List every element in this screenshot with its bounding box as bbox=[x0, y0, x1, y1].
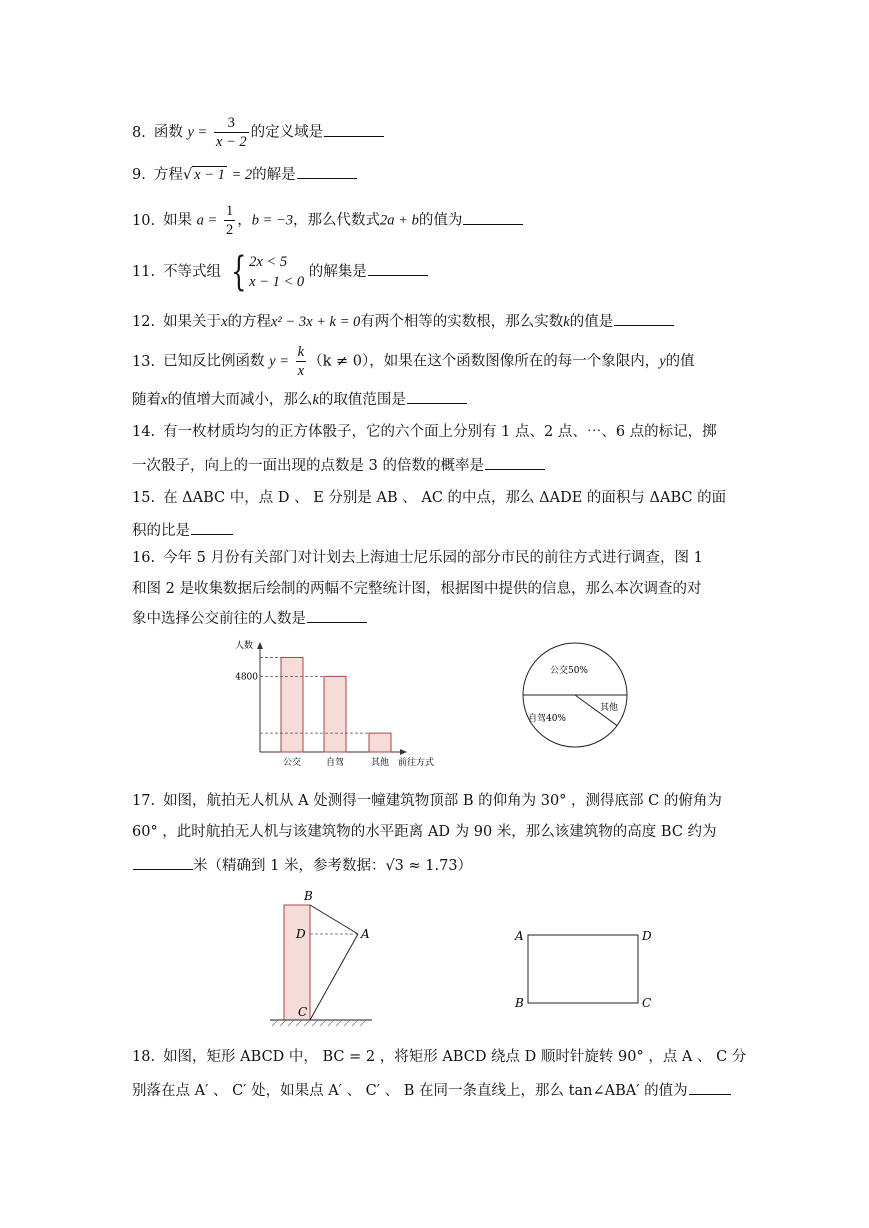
answer-blank[interactable] bbox=[307, 608, 367, 623]
brace-icon: { bbox=[230, 249, 247, 295]
answer-blank[interactable] bbox=[133, 855, 193, 870]
answer-blank[interactable] bbox=[368, 261, 428, 276]
question-10: 10. 如果 a = $\frac{1}{2}$ ，b = −3，那么代数式2a + b的值为 bbox=[132, 202, 742, 239]
slice-label: 自驾40% bbox=[527, 714, 567, 724]
answer-blank[interactable] bbox=[614, 311, 674, 326]
label-B: B bbox=[304, 889, 313, 903]
question-13-line2: 随着x的值增大而减小，那么k的取值范围是 bbox=[132, 389, 742, 410]
label-C: C bbox=[642, 996, 652, 1010]
x-axis-arrow-icon bbox=[400, 749, 407, 755]
question-16-line2: 和图 2 是收集数据后绘制的两幅不完整统计图，根据图中提供的信息，那么本次调查的对 bbox=[132, 581, 702, 597]
label-B: B bbox=[515, 996, 524, 1010]
x-tick-label: 其他 bbox=[370, 758, 390, 768]
answer-blank[interactable] bbox=[297, 164, 357, 179]
rectangle-figure bbox=[510, 925, 660, 1011]
slice-label: 其他 bbox=[599, 703, 619, 713]
question-15-line2: 积的比是 bbox=[132, 520, 742, 541]
answer-blank[interactable] bbox=[689, 1080, 731, 1095]
question-14-line2: 一次骰子，向上的一面出现的点数是 3 的倍数的概率是 bbox=[132, 455, 742, 476]
question-14: 14. 有一枚材质均匀的正方体骰子，它的六个面上分别有 1 点、2 点、⋯、6 点的标记，掷 bbox=[132, 424, 717, 440]
y-axis-arrow-icon bbox=[257, 642, 263, 649]
answer-blank[interactable] bbox=[191, 520, 233, 535]
line-AC bbox=[310, 934, 358, 1020]
question-18-line2: 别落在点 A′ 、 C′ 处，如果点 A′ 、 C′ 、 B 在同一条直线上，那么 tan∠ABA′ 的值为 bbox=[132, 1080, 742, 1101]
answer-blank[interactable] bbox=[324, 122, 384, 137]
bar-chart bbox=[225, 636, 435, 772]
building-figure bbox=[262, 886, 382, 1031]
x-tick-label: 自驾 bbox=[325, 758, 345, 768]
x-tick-label: 公交 bbox=[282, 758, 302, 768]
slice-label: 公交50% bbox=[549, 666, 589, 676]
rectangle-ABCD bbox=[528, 935, 638, 1003]
inequality-system: { 2x < 5 x − 1 < 0 bbox=[230, 249, 305, 295]
label-D: D bbox=[296, 927, 306, 941]
line-AB bbox=[310, 905, 358, 934]
question-13: 13. 已知反比例函数 y = $\frac{k}{x}$ （k ≠ 0），如果在这个函数图像所在的每一个象限内，y的值 bbox=[132, 344, 695, 379]
label-C: C bbox=[298, 1005, 308, 1019]
question-17: 17. 如图，航拍无人机从 A 处测得一幢建筑物顶部 B 的仰角为 30° ，测得底部 C 的俯角为 bbox=[132, 793, 722, 809]
label-A: A bbox=[361, 927, 370, 941]
y-tick-label: 4800 bbox=[235, 672, 258, 683]
bar bbox=[281, 657, 303, 752]
fraction: $\frac{1}{2}$ bbox=[225, 203, 234, 238]
question-16: 16. 今年 5 月份有关部门对计划去上海迪士尼乐园的部分市民的前往方式进行调查，图 1 bbox=[132, 550, 703, 566]
question-15: 15. 在 ΔABC 中，点 D 、 E 分别是 AB 、 AC 的中点，那么 ΔADE 的面积与 ΔABC 的面 bbox=[132, 490, 727, 506]
ground-hatch bbox=[272, 1020, 366, 1026]
question-8: 8. 函数 y = $\frac{3}{x - 2}$ 的定义域是 bbox=[132, 114, 742, 151]
pie-chart bbox=[520, 638, 630, 753]
question-9: 9. 方程√ x − 1 = 2的解是 bbox=[132, 164, 742, 185]
question-17-line2: 60° ，此时航拍无人机与该建筑物的水平距离 AD 为 90 米，那么该建筑物的高度 BC 约为 bbox=[132, 824, 717, 840]
bar bbox=[324, 676, 346, 752]
question-11: 11. 不等式组 { 2x < 5 x − 1 < 0 的解集是 bbox=[132, 252, 742, 292]
question-12: 12. 如果关于x的方程x² − 3x + k = 0有两个相等的实数根，那么实数k的值是 bbox=[132, 311, 742, 332]
answer-blank[interactable] bbox=[463, 210, 523, 225]
answer-blank[interactable] bbox=[485, 455, 545, 470]
fraction: $\frac{k}{x}$ bbox=[297, 344, 305, 379]
radical-sign: √ bbox=[182, 167, 193, 183]
question-17-line3: 米（精确到 1 米，参考数据：√3 ≈ 1.73） bbox=[132, 855, 742, 876]
label-D: D bbox=[642, 929, 652, 943]
question-16-line3: 象中选择公交前往的人数是 bbox=[132, 608, 742, 629]
fraction: $\frac{3}{x - 2}$ bbox=[215, 115, 247, 150]
answer-blank[interactable] bbox=[407, 389, 467, 404]
bar bbox=[369, 733, 391, 752]
x-axis-label: 前往方式 bbox=[398, 758, 435, 768]
question-18: 18. 如图，矩形 ABCD 中， BC = 2 ，将矩形 ABCD 绕点 D 顺时针旋转 90° ，点 A 、 C 分 bbox=[132, 1049, 747, 1065]
label-A: A bbox=[515, 929, 524, 943]
building bbox=[284, 905, 310, 1020]
y-axis-label: 人数 bbox=[235, 641, 254, 651]
